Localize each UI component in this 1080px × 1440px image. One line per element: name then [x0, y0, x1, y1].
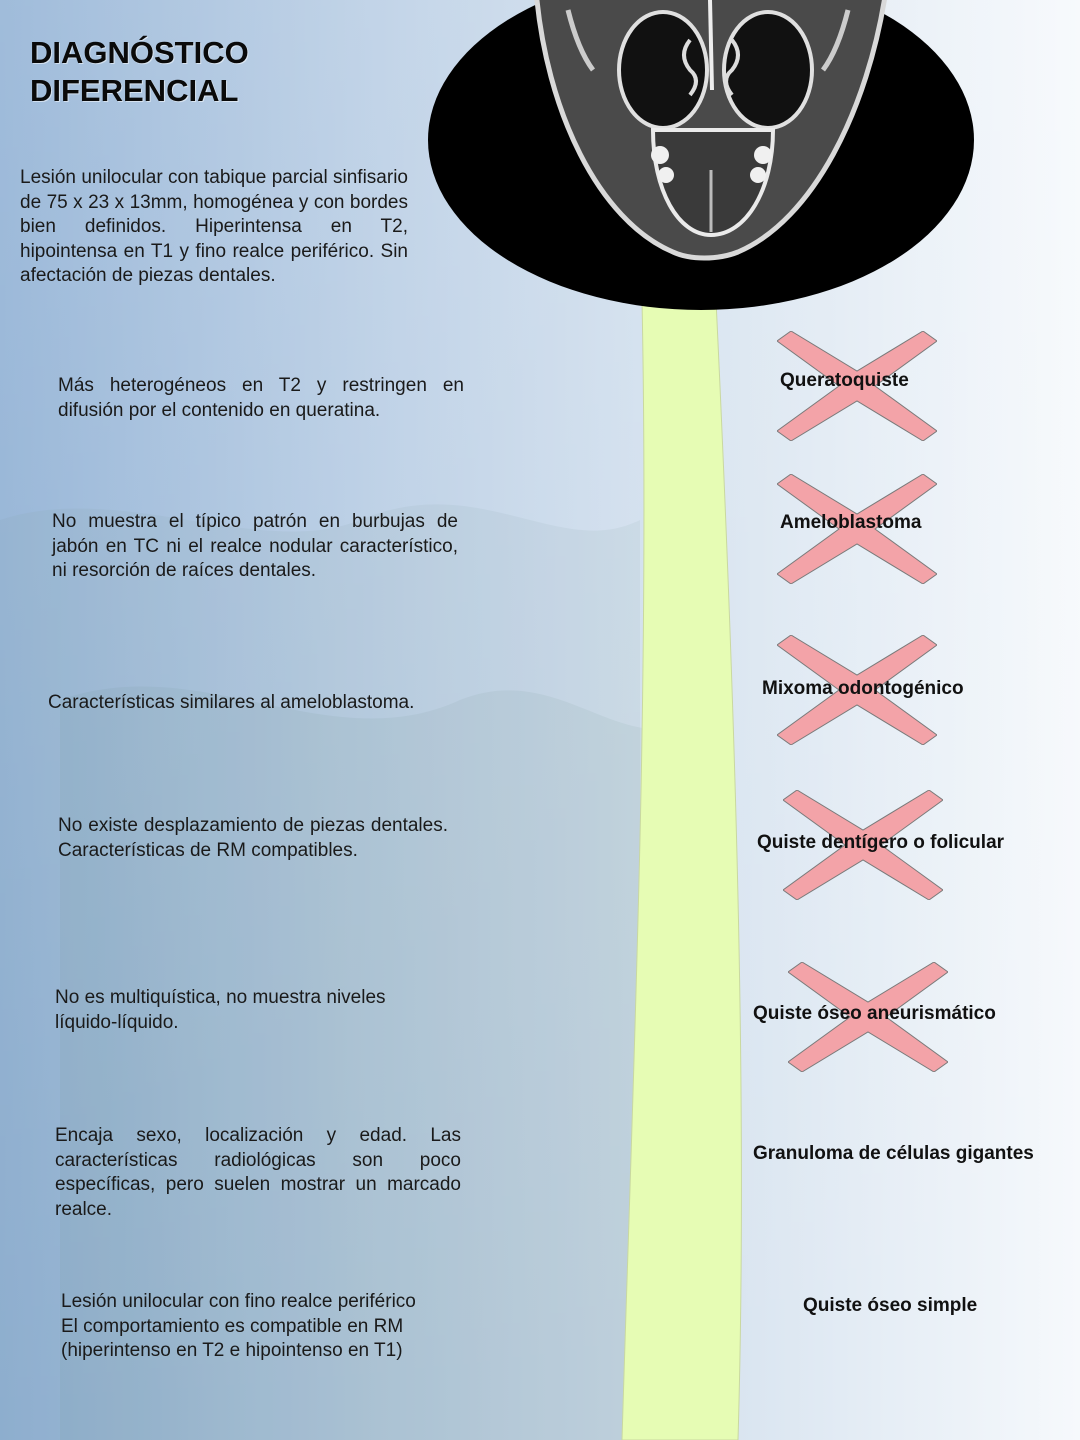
reason-granuloma: Encaja sexo, localización y edad. Las características radiológicas son poco específicas, pero suelen mostrar un marcado realce.	[55, 1125, 461, 1220]
diagnosis-queratoquiste: Queratoquiste	[780, 370, 909, 391]
diagnosis-granuloma: Granuloma de células gigantes	[753, 1143, 1034, 1164]
diagnosis-ameloblastoma: Ameloblastoma	[780, 512, 922, 533]
diagnosis-quiste-aneurismatico: Quiste óseo aneurismático	[753, 1003, 996, 1024]
page-title	[30, 34, 249, 110]
reason-mixoma: Características similares al ameloblastoma.	[48, 692, 415, 713]
reason-quiste-dentigero: No existe desplazamiento de piezas dentales. Características de RM compatibles.	[58, 815, 448, 861]
diagnosis-quiste-dentigero: Quiste dentígero o folicular	[757, 832, 1005, 853]
ct-scan-image	[428, 0, 974, 310]
reason-ameloblastoma: No muestra el típico patrón en burbujas de jabón en TC ni el realce nodular característico, ni resorción de raíces dentales.	[52, 511, 458, 581]
diagnosis-quiste-simple: Quiste óseo simple	[803, 1295, 978, 1316]
title-line-1: DIAGNÓSTICO	[30, 35, 249, 70]
reason-line: El comportamiento es compatible en RM	[61, 1315, 404, 1337]
lesion-description: Lesión unilocular con tabique parcial sinfisario de 75 x 23 x 13mm, homogénea y con bordes bien definidos. Hiperintensa en T2, hipointensa en T1 y fino realce periférico. Sin afectación de piezas dentales.	[20, 167, 408, 286]
reason-line: (hiperintenso en T2 e hipointenso en T1)	[61, 1340, 403, 1361]
diagnosis-mixoma: Mixoma odontogénico	[762, 678, 964, 699]
reason-line: Lesión unilocular con fino realce periférico	[61, 1291, 416, 1312]
title-line-2: DIFERENCIAL	[30, 73, 239, 108]
reason-quiste-simple	[61, 1290, 481, 1364]
reason-queratoquiste: Más heterogéneos en T2 y restringen en difusión por el contenido en queratina.	[58, 375, 464, 421]
reason-quiste-aneurismatico: No es multiquística, no muestra niveles líquido-líquido.	[55, 987, 386, 1033]
